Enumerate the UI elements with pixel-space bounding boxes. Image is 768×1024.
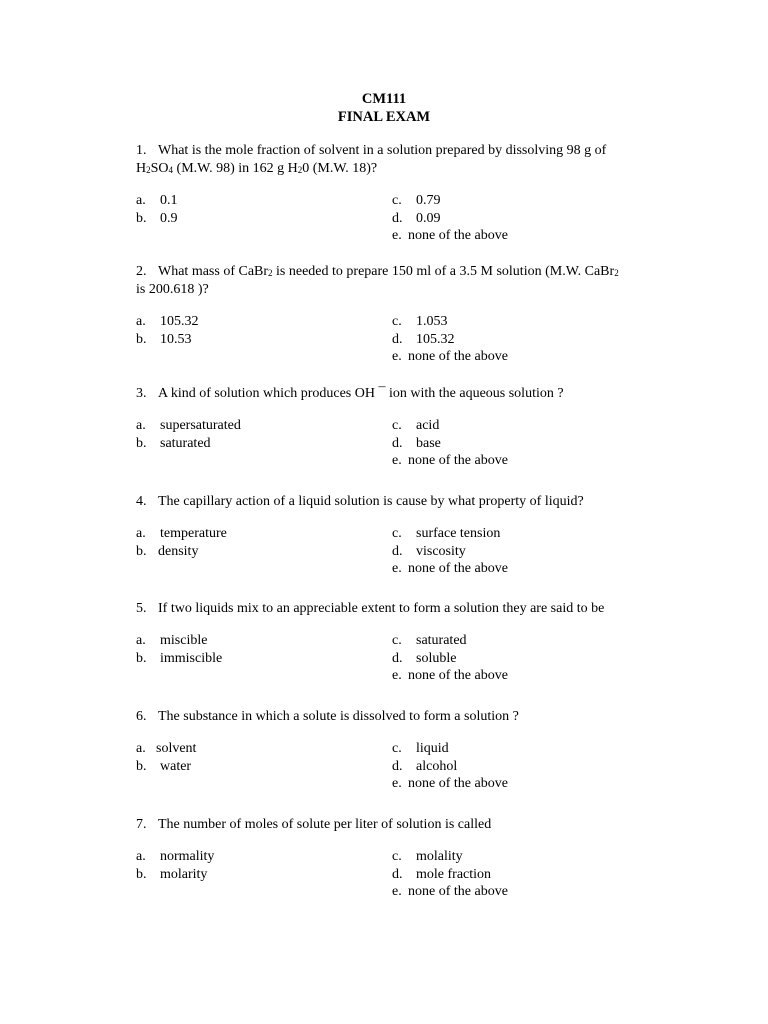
question-number: 7.	[136, 817, 147, 832]
option-key: e.	[392, 561, 402, 576]
option-value: supersaturated	[160, 418, 241, 433]
options	[136, 417, 658, 471]
option-value: soluble	[416, 650, 457, 666]
option-value: none of the above	[408, 453, 508, 468]
option-key: e.	[392, 668, 402, 683]
exam-title: FINAL EXAM	[337, 109, 431, 125]
question-text-part: 0 (M.W. 18)?	[302, 161, 378, 176]
question-2-text	[136, 263, 658, 299]
option-value: none of the above	[408, 561, 508, 576]
option-key: e.	[392, 776, 402, 791]
option-key: b.	[136, 435, 147, 451]
options	[136, 848, 658, 902]
option-key: b.	[136, 210, 147, 226]
question-text-part: is needed to prepare 150 ml of a 3.5 M solution (M.W. CaBr	[272, 264, 615, 279]
option-key: d.	[392, 866, 403, 882]
option-value: molarity	[160, 866, 208, 882]
option-c	[392, 525, 500, 542]
option-e	[392, 452, 508, 469]
option-c	[392, 632, 467, 649]
option-value: immiscible	[160, 650, 223, 666]
option-value: saturated	[416, 633, 467, 648]
option-value: miscible	[160, 633, 208, 648]
options	[136, 313, 658, 367]
option-b	[136, 331, 192, 348]
option-key: c.	[392, 314, 402, 329]
options	[136, 632, 658, 686]
option-b	[136, 435, 211, 452]
option-key: d.	[392, 331, 403, 347]
option-c	[392, 313, 448, 330]
option-e	[392, 883, 508, 900]
question-number: 4.	[136, 494, 147, 509]
question-text-part: What is the mole fraction of solvent in a solution prepared by dissolving 98 g of	[158, 143, 607, 158]
question-number: 3.	[136, 386, 147, 401]
question-number: 1.	[136, 143, 147, 158]
question-7-text	[136, 816, 658, 834]
subscript: 2	[297, 165, 303, 175]
option-key: e.	[392, 884, 402, 899]
course-code: CM111	[361, 91, 407, 107]
option-value: acid	[416, 418, 440, 433]
question-text-part: The substance in which a solute is dissolved to form a solution ?	[158, 709, 519, 724]
option-value: none of the above	[408, 776, 508, 791]
question-3-text	[136, 385, 658, 403]
option-value: 0.1	[160, 193, 178, 208]
question-4	[136, 493, 658, 579]
question-7	[136, 816, 658, 902]
question-text-part: The number of moles of solute per liter of solution is called	[158, 817, 492, 832]
option-value: temperature	[160, 526, 227, 541]
question-text-part: The capillary action of a liquid solution is cause by what property of liquid?	[158, 494, 584, 509]
option-d	[392, 866, 491, 883]
option-key: c.	[392, 418, 402, 433]
option-key: b.	[136, 543, 147, 559]
option-key: a.	[136, 849, 146, 864]
option-key: b.	[136, 866, 147, 882]
question-4-text	[136, 493, 658, 511]
option-value: 0.09	[416, 210, 441, 226]
option-c	[392, 417, 439, 434]
option-value: none of the above	[408, 349, 508, 364]
question-number: 5.	[136, 601, 147, 616]
option-key: a.	[136, 314, 146, 329]
option-value: 105.32	[160, 314, 199, 329]
question-6-text	[136, 708, 658, 726]
question-text-part: What mass of CaBr	[158, 264, 269, 279]
option-value: mole fraction	[416, 866, 492, 882]
question-1	[136, 142, 658, 246]
option-e	[392, 775, 508, 792]
option-value: saturated	[160, 435, 211, 451]
option-e	[392, 227, 508, 244]
option-value: alcohol	[416, 758, 458, 774]
option-key: d.	[392, 435, 403, 451]
option-value: none of the above	[408, 228, 508, 243]
option-value: 0.9	[160, 210, 178, 226]
option-a	[136, 313, 199, 330]
option-key: b.	[136, 331, 147, 347]
options	[136, 192, 658, 246]
option-b	[136, 543, 198, 560]
question-text-part: If two liquids mix to an appreciable extent to form a solution they are said to be	[158, 601, 605, 616]
option-a	[136, 192, 178, 209]
question-5	[136, 600, 658, 686]
question-text-part: (M.W. 98) in 162 g H	[173, 161, 298, 176]
option-d	[392, 435, 441, 452]
options	[136, 740, 658, 794]
option-key: a.	[136, 633, 146, 648]
option-key: b.	[136, 758, 147, 774]
option-value: 10.53	[160, 331, 192, 347]
question-number: 2.	[136, 264, 147, 279]
option-value: 0.79	[416, 193, 441, 208]
option-d	[392, 758, 457, 775]
question-6	[136, 708, 658, 794]
option-d	[392, 543, 466, 560]
option-key: e.	[392, 228, 402, 243]
option-key: d.	[392, 210, 403, 226]
option-key: c.	[392, 526, 402, 541]
subscript: 2	[146, 165, 151, 175]
option-key: e.	[392, 349, 402, 364]
option-key: d.	[392, 650, 403, 666]
option-b	[136, 866, 207, 883]
option-a	[136, 632, 207, 649]
option-b	[136, 210, 178, 227]
option-value: none of the above	[408, 884, 508, 899]
option-key: a.	[136, 526, 146, 541]
option-key: c.	[392, 741, 402, 756]
option-key: d.	[392, 758, 403, 774]
option-key: e.	[392, 453, 402, 468]
question-number: 6.	[136, 709, 147, 724]
option-value: none of the above	[408, 668, 508, 683]
option-value: solvent	[156, 741, 197, 756]
option-a	[136, 740, 196, 757]
option-value: water	[160, 758, 192, 774]
option-value: 1.053	[416, 314, 448, 329]
option-e	[392, 560, 508, 577]
option-value: surface tension	[416, 526, 501, 541]
option-key: a.	[136, 193, 146, 208]
question-3	[136, 385, 658, 471]
option-value: liquid	[416, 741, 449, 756]
option-value: normality	[160, 849, 215, 864]
option-value: density	[158, 543, 199, 559]
option-key: a.	[136, 741, 146, 756]
question-text-part: is 200.618 )?	[136, 282, 209, 297]
option-a	[136, 525, 227, 542]
question-5-text	[136, 600, 658, 618]
subscript: 2	[614, 268, 619, 278]
question-text-part: SO	[150, 161, 169, 176]
option-d	[392, 331, 455, 348]
option-c	[392, 192, 441, 209]
option-a	[136, 417, 241, 434]
option-d	[392, 650, 456, 667]
subscript: 4	[168, 165, 174, 175]
exam-header	[0, 90, 768, 126]
option-b	[136, 650, 222, 667]
option-key: a.	[136, 418, 146, 433]
option-d	[392, 210, 441, 227]
option-c	[392, 848, 463, 865]
option-e	[392, 667, 508, 684]
option-value: viscosity	[416, 543, 466, 559]
subscript: 2	[268, 268, 273, 278]
option-key: c.	[392, 193, 402, 208]
option-value: 105.32	[416, 331, 455, 347]
option-b	[136, 758, 191, 775]
question-2	[136, 263, 658, 367]
question-text-part: A kind of solution which produces OH ¯ ion with the aqueous solution ?	[158, 386, 564, 401]
option-key: d.	[392, 543, 403, 559]
question-1-text	[136, 142, 658, 178]
option-key: c.	[392, 849, 402, 864]
option-a	[136, 848, 214, 865]
option-value: base	[416, 435, 441, 451]
option-key: c.	[392, 633, 402, 648]
options	[136, 525, 658, 579]
option-value: molality	[416, 849, 463, 864]
option-key: b.	[136, 650, 147, 666]
option-e	[392, 348, 508, 365]
option-c	[392, 740, 449, 757]
question-text-part: H	[136, 161, 147, 176]
